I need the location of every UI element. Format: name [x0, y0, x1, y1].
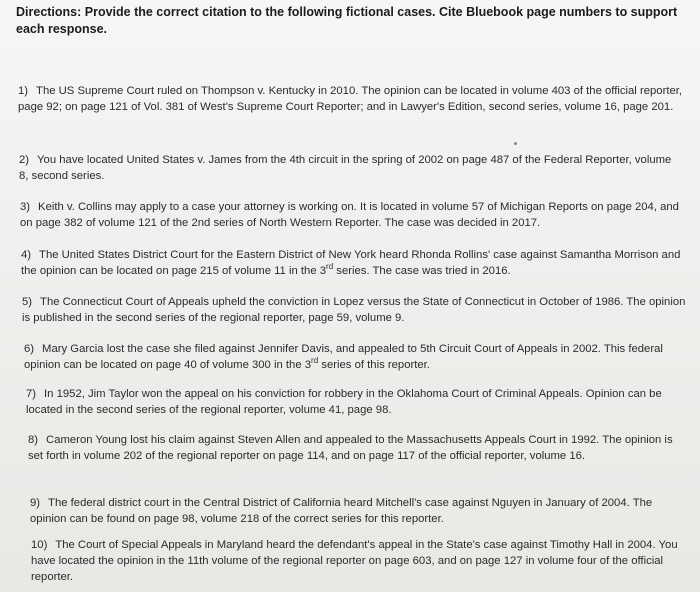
- question-6: [24, 341, 684, 373]
- question-text: The US Supreme Court ruled on Thompson v. Kentucky in 2010. The opinion can be located in volume 403 of the official reporter, page 92; on page 121 of Vol. 381 of West's Supreme Court Reporter; and in Lawyer's Edition, second series, volume 16, page 201.: [18, 85, 683, 113]
- question-text: Keith v. Collins may apply to a case your attorney is working on. It is located in volume 57 of Michigan Reports on page 204, and on page 382 of volume 121 of the 2nd series of North Western Reporter. The case was decided in 2017.: [20, 201, 679, 229]
- question-number: 10): [31, 539, 48, 551]
- question-text: The federal district court in the Central District of California heard Mitchell's case against Nguyen in January of 2004. The opinion can be found on page 98, volume 218 of the correct series for this reporter.: [30, 497, 653, 525]
- question-number: 8): [28, 434, 39, 446]
- question-text: Cameron Young lost his claim against Steven Allen and appealed to the Massachusetts Appeals Court in 1992. The opinion is set forth in volume 202 of the regional reporter on page 114, and on page 117 of the official reporter, volume 16.: [28, 434, 673, 462]
- directions-heading: Directions: Provide the correct citation to the following fictional cases. Cite Bluebook page numbers to support each response.: [16, 5, 678, 36]
- question-number: 9): [30, 497, 41, 509]
- question-text: The Court of Special Appeals in Maryland heard the defendant's appeal in the State's case against Timothy Hall in 2004. You have located the opinion in the 11th volume of the regional reporter on page 603, and on page 127 in volume four of the official reporter.: [31, 539, 678, 583]
- question-7: [26, 386, 666, 418]
- ordinal-suffix: rd: [311, 356, 319, 366]
- question-number: 3): [20, 201, 31, 213]
- question-text-end: series. The case was tried in 2016.: [333, 265, 511, 277]
- question-4: [21, 247, 693, 279]
- question-5: [22, 294, 690, 326]
- stray-mark: [514, 142, 517, 145]
- question-10: [31, 537, 691, 585]
- question-number: 5): [22, 296, 33, 308]
- question-text: In 1952, Jim Taylor won the appeal on his conviction for robbery in the Oklahoma Court of Criminal Appeals. Opinion can be located in the second series of the regional reporter, volume 41, page 98.: [26, 388, 662, 416]
- question-text-end: series of this reporter.: [318, 359, 430, 371]
- question-2: [19, 152, 679, 184]
- question-8: [28, 432, 690, 464]
- question-text-start: The United States District Court for the Eastern District of New York heard Rhonda Rollins' case against Samantha Morrison and the opinion can be located on page 215 of volume 11 in the 3: [21, 249, 681, 277]
- question-number: 6): [24, 343, 35, 355]
- question-number: 1): [18, 85, 29, 97]
- question-number: 4): [21, 249, 32, 261]
- ordinal-suffix: rd: [326, 262, 334, 272]
- question-text: You have located United States v. James from the 4th circuit in the spring of 2002 on page 487 of the Federal Reporter, volume 8, second series.: [19, 154, 672, 182]
- question-text: The Connecticut Court of Appeals upheld the conviction in Lopez versus the State of Connecticut in October of 1986. The opinion is published in the second series of the regional reporter, page 59, volume 9.: [22, 296, 686, 324]
- question-3: [20, 199, 690, 231]
- question-1: [18, 83, 688, 115]
- question-number: 2): [19, 154, 30, 166]
- question-number: 7): [26, 388, 37, 400]
- question-text-start: Mary Garcia lost the case she filed against Jennifer Davis, and appealed to 5th Circuit Court of Appeals in 2002. This federal opinion can be located on page 40 of volume 300 in the 3: [24, 343, 663, 371]
- question-9: [30, 495, 680, 527]
